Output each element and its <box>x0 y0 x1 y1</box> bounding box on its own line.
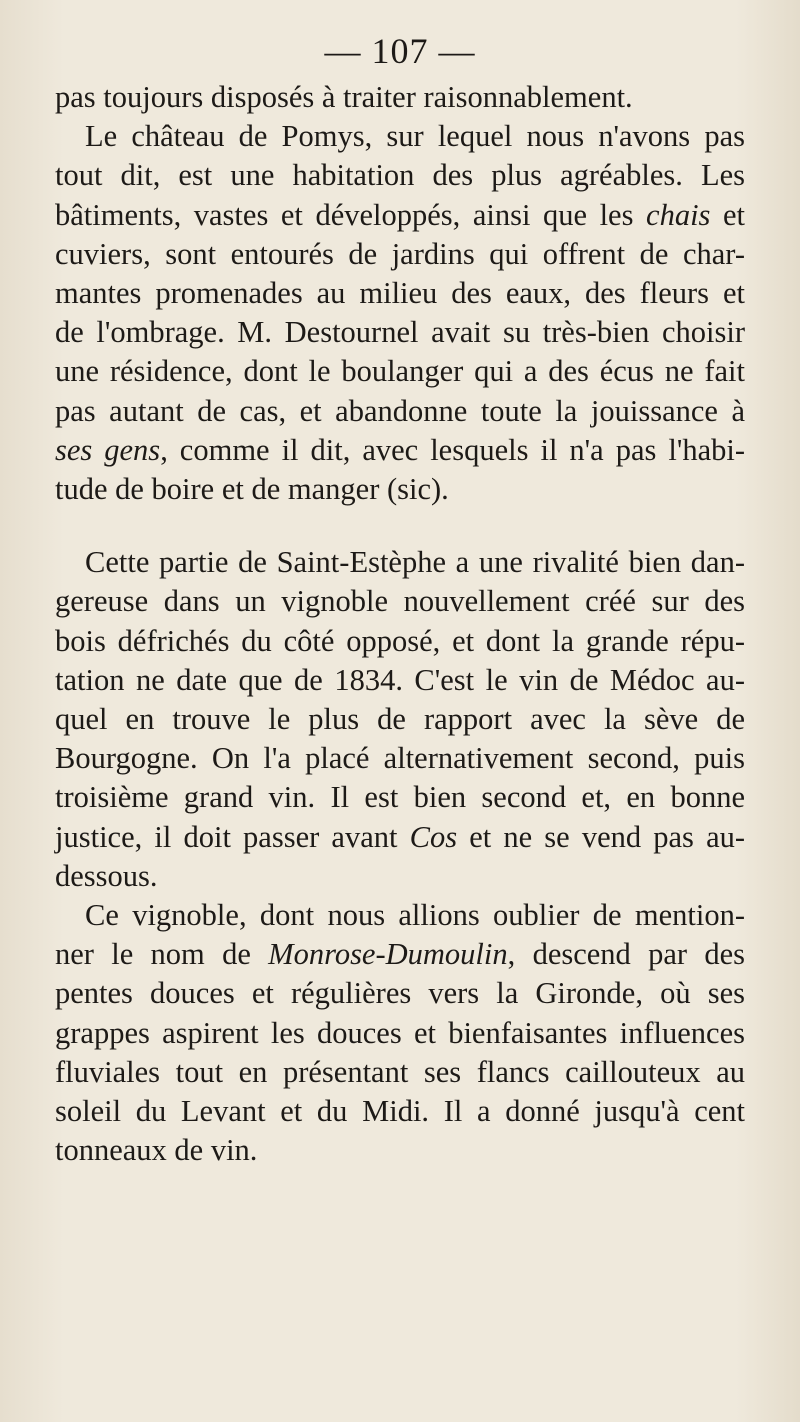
paragraph-gap <box>55 509 745 543</box>
text-line: pentes douces et régulières vers la Gironde, où ses <box>55 976 745 1011</box>
text-line: gereuse dans un vignoble nouvellement créé sur des <box>55 584 745 619</box>
paragraph <box>55 78 745 117</box>
text-line: soleil du Levant et du Midi. Il a donné jusqu'à cent <box>55 1094 745 1129</box>
text-line: quel en trouve le plus de rapport avec la sève de <box>55 702 745 737</box>
text-line: Le château de Pomys, sur lequel nous n'avons pas <box>85 119 745 154</box>
text-line: pas toujours disposés à traiter raisonnablement. <box>55 80 633 114</box>
text-line <box>55 196 745 235</box>
text-line <box>55 431 745 470</box>
text-line: Bourgogne. On l'a placé alternativement second, puis <box>55 741 745 776</box>
text-segment: , descend par des <box>507 937 745 972</box>
paragraph <box>55 896 745 1170</box>
text-line: de l'ombrage. M. Destournel avait su très-bien choisir <box>55 315 745 350</box>
text-line: Ce vignoble, dont nous allions oublier de mention- <box>85 898 745 933</box>
text-line: pas autant de cas, et abandonne toute la jouissance à <box>55 393 745 428</box>
text-segment: et <box>710 197 745 232</box>
text-line: tout dit, est une habitation des plus agréables. Les <box>55 158 745 193</box>
text-segment: , comme il dit, avec lesquels il n'a pas l'habi- <box>160 432 745 467</box>
text-line: grappes aspirent les douces et bienfaisantes influences <box>55 1015 745 1050</box>
text-line: troisième grand vin. Il est bien second et, en bonne <box>55 780 745 815</box>
text-line: mantes promenades au milieu des eaux, des fleurs et <box>55 276 745 311</box>
text-line: tonneaux de vin. <box>55 1133 258 1168</box>
paragraph <box>55 543 745 896</box>
text-line: bois défrichés du côté opposé, et dont la grande répu- <box>55 623 745 658</box>
body-text <box>55 78 745 1170</box>
italic-word: ses gens <box>55 432 161 467</box>
page-number: — 107 — <box>324 31 476 71</box>
text-segment: ner le nom de <box>55 937 269 972</box>
text-line <box>55 818 745 857</box>
text-line: tude de boire et de manger (sic). <box>55 472 449 507</box>
text-line: tation ne date que de 1834. C'est le vin de Médoc au- <box>55 662 745 697</box>
italic-word: chais <box>646 197 711 232</box>
text-line: fluviales tout en présentant ses flancs caillouteux au <box>55 1054 745 1089</box>
text-line <box>55 935 745 974</box>
text-segment: et ne se vend pas au- <box>457 819 746 854</box>
text-segment: bâtiments, vastes et développés, ainsi que les <box>55 197 647 232</box>
text-line: cuviers, sont entourés de jardins qui offrent de char- <box>55 236 745 271</box>
italic-word: Cos <box>409 819 458 854</box>
text-line: dessous. <box>55 858 158 893</box>
text-line: Cette partie de Saint-Estèphe a une rivalité bien dan- <box>85 545 745 580</box>
italic-word: Monrose-Dumoulin <box>268 937 508 972</box>
text-line: une résidence, dont le boulanger qui a des écus ne fait <box>55 354 745 389</box>
paragraph <box>55 117 745 509</box>
text-segment: justice, il doit passer avant <box>55 819 410 854</box>
